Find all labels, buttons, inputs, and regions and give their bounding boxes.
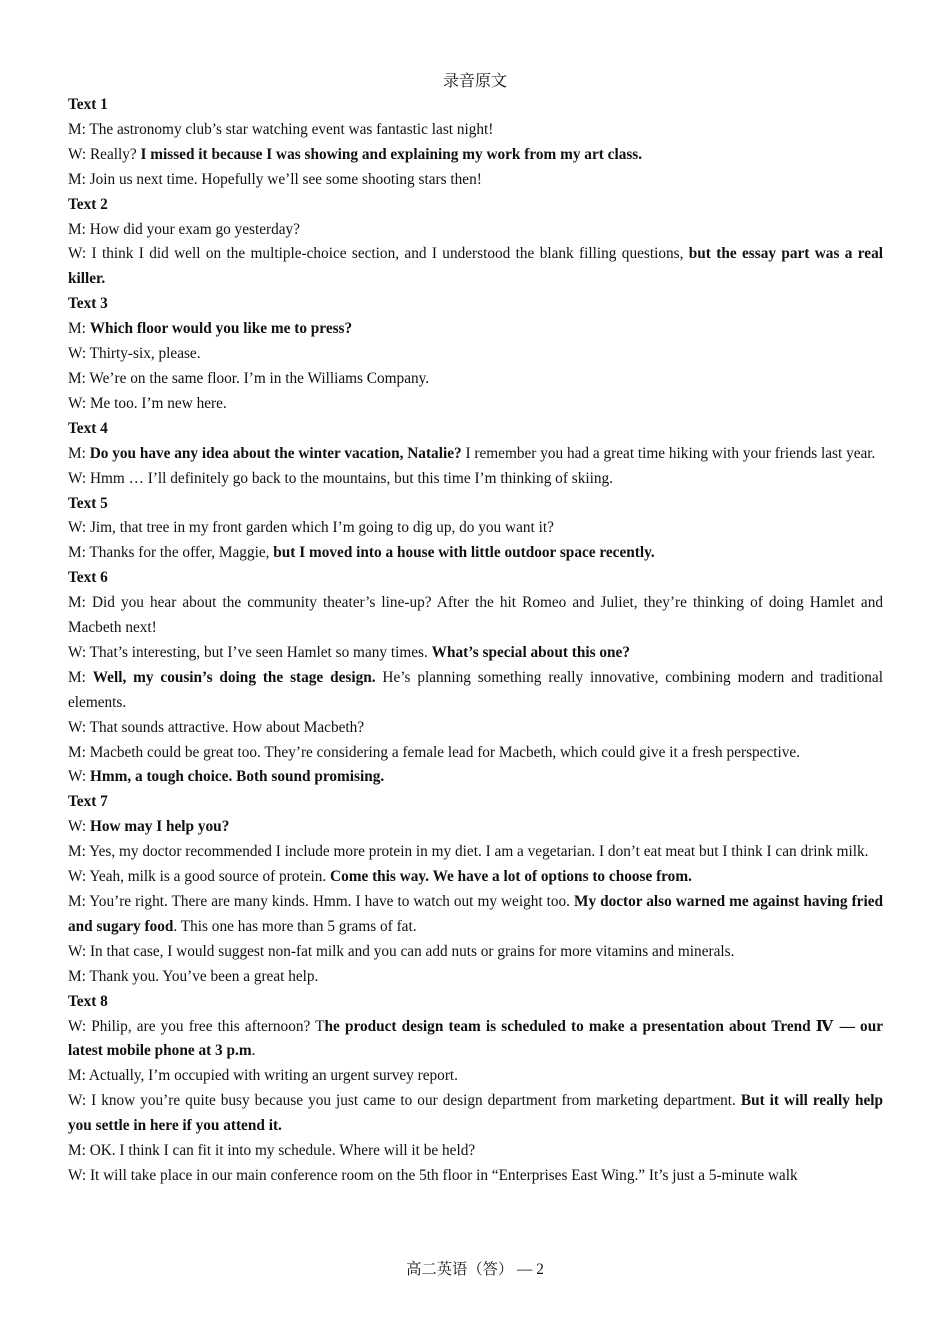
dialogue-line xyxy=(68,1164,883,1189)
speaker-label: M: xyxy=(68,668,93,686)
key-sentence: but I moved into a house with little outdoor space recently. xyxy=(273,544,655,562)
section-heading: Text 7 xyxy=(68,793,108,811)
key-sentence: Do you have any idea about the winter vacation, Natalie? xyxy=(89,444,462,462)
line-text: Join us next time. Hopefully we’ll see some shooting stars then! xyxy=(89,170,482,188)
line-text: Hmm … I’ll definitely go back to the mountains, but this time I’m thinking of skiing. xyxy=(89,469,613,487)
section-heading: Text 3 xyxy=(68,295,108,313)
line-text: Me too. I’m new here. xyxy=(89,394,227,412)
speaker-label: M: xyxy=(68,544,90,562)
dialogue-line xyxy=(68,890,883,940)
speaker-label: W: xyxy=(68,1092,92,1110)
dialogue-line xyxy=(68,541,883,566)
speaker-label: M: xyxy=(68,1067,89,1085)
dialogue-line xyxy=(68,716,883,741)
dialogue-line xyxy=(68,342,883,367)
speaker-label: W: xyxy=(68,868,90,886)
key-sentence: Come this way. We have a lot of options to choose from. xyxy=(330,868,692,886)
speaker-label: W: xyxy=(68,345,90,363)
key-sentence: Well, my cousin’s doing the stage design. xyxy=(92,668,376,686)
key-sentence: I missed it because I was showing and explaining my work from my art class. xyxy=(140,145,643,163)
key-sentence: What’s special about this one? xyxy=(431,643,630,661)
page-number: 2 xyxy=(536,1261,544,1278)
line-text: . This one has more than 5 grams of fat. xyxy=(173,917,417,935)
dialogue-line xyxy=(68,467,883,492)
speaker-label: W: xyxy=(68,718,90,736)
line-text: OK. I think I can fit it into my schedule. Where will it be held? xyxy=(89,1142,476,1160)
line-text: I think I did well on the multiple-choice section, and I understood the blank filling questions, xyxy=(91,245,689,263)
line-text: How did your exam go yesterday? xyxy=(89,220,300,238)
speaker-label: W: xyxy=(68,1017,92,1035)
text-section-7 xyxy=(68,790,883,989)
text-section-2 xyxy=(68,193,883,293)
speaker-label: M: xyxy=(68,369,90,387)
line-text: Thank you. You’ve been a great help. xyxy=(89,967,319,985)
line-text: Macbeth could be great too. They’re considering a female lead for Macbeth, which could give it a fresh perspective. xyxy=(89,743,801,761)
dialogue-line xyxy=(68,516,883,541)
section-heading: Text 1 xyxy=(68,96,108,113)
speaker-label: M: xyxy=(68,320,90,338)
text-section-3 xyxy=(68,292,883,417)
dialogue-line xyxy=(68,840,883,865)
speaker-label: M: xyxy=(68,220,90,238)
dialogue-line xyxy=(68,666,883,716)
line-text: Yeah, milk is a good source of protein. xyxy=(89,868,331,886)
line-text: . xyxy=(251,1042,256,1060)
key-sentence: he product design team is scheduled to make a presentation about Trend Ⅳ — our latest mobile phone at 3 p.m xyxy=(68,1017,884,1060)
line-text: Did you hear about the community theater’s line-up? After the hit Romeo and Juliet, they’re thinking of doing Hamlet and Macbeth next! xyxy=(68,594,883,637)
speaker-label: W: xyxy=(68,818,90,836)
dialogue-line xyxy=(68,392,883,417)
dialogue-line xyxy=(68,865,883,890)
dialogue-line xyxy=(68,242,883,292)
speaker-label: M: xyxy=(68,967,90,985)
speaker-label: M: xyxy=(68,444,90,462)
transcript-body xyxy=(68,93,883,1189)
footer-label: 高二英语（答） xyxy=(406,1260,514,1278)
speaker-label: W: xyxy=(68,1166,90,1184)
key-sentence: But it will really help you settle in here if you attend it. xyxy=(68,1092,883,1135)
dialogue-line xyxy=(68,1015,883,1065)
speaker-label: W: xyxy=(68,519,90,537)
line-text: The astronomy club’s star watching event was fantastic last night! xyxy=(89,120,494,138)
dialogue-line xyxy=(68,940,883,965)
text-section-6 xyxy=(68,566,883,790)
line-text: That sounds attractive. How about Macbeth? xyxy=(89,718,365,736)
key-sentence: Which floor would you like me to press? xyxy=(89,320,353,338)
text-section-5 xyxy=(68,492,883,567)
line-text: Jim, that tree in my front garden which I’m going to dig up, do you want it? xyxy=(89,519,554,537)
key-sentence: My doctor also warned me against having fried and sugary food xyxy=(68,893,884,935)
text-section-1 xyxy=(68,93,883,193)
speaker-label: M: xyxy=(68,120,90,138)
line-text: Thanks for the offer, Maggie, xyxy=(89,544,274,562)
dialogue-line xyxy=(68,965,883,990)
dialogue-line xyxy=(68,1139,883,1164)
dialogue-line xyxy=(68,168,883,193)
text-section-4 xyxy=(68,417,883,492)
line-text: We’re on the same floor. I’m in the Williams Company. xyxy=(89,369,430,387)
speaker-label: M: xyxy=(68,743,90,761)
speaker-label: M: xyxy=(68,170,90,188)
speaker-label: M: xyxy=(68,893,90,910)
line-text: That’s interesting, but I’ve seen Hamlet so many times. xyxy=(89,643,432,661)
dialogue-line xyxy=(68,442,883,467)
dialogue-line xyxy=(68,143,883,168)
line-text: In that case, I would suggest non-fat milk and you can add nuts or grains for more vitamins and minerals. xyxy=(89,942,735,960)
dialogue-line xyxy=(68,1089,883,1139)
dialogue-line xyxy=(68,741,883,766)
speaker-label: W: xyxy=(68,643,90,661)
key-sentence: How may I help you? xyxy=(89,818,230,836)
line-text: I remember you had a great time hiking with your friends last year. xyxy=(461,444,876,462)
page-title: 录音原文 xyxy=(442,71,507,90)
section-heading: Text 8 xyxy=(68,992,108,1010)
section-heading: Text 6 xyxy=(68,569,108,587)
speaker-label: M: xyxy=(68,594,92,612)
speaker-label: W: xyxy=(68,768,90,786)
footer-separator: — xyxy=(513,1261,537,1278)
section-heading: Text 4 xyxy=(68,419,108,437)
speaker-label: W: xyxy=(68,942,90,960)
speaker-label: M: xyxy=(68,843,90,861)
section-heading: Text 5 xyxy=(68,494,108,512)
text-section-8 xyxy=(68,990,883,1189)
dialogue-line xyxy=(68,218,883,243)
line-text: Yes, my doctor recommended I include more protein in my diet. I am a vegetarian. I don’t eat meat but I think I can drink milk. xyxy=(89,843,869,861)
dialogue-line xyxy=(68,1064,883,1089)
line-text: He’s planning something really innovative, combining modern and traditional elements. xyxy=(68,668,883,711)
speaker-label: W: xyxy=(68,245,92,263)
speaker-label: W: xyxy=(68,145,90,163)
line-text: Actually, I’m occupied with writing an urgent survey report. xyxy=(88,1067,458,1085)
page-footer xyxy=(0,1258,950,1281)
line-text: It will take place in our main conference room on the 5th floor in “Enterprises East Wing.” It’s just a 5-minute walk xyxy=(89,1166,798,1184)
key-sentence: but the essay part was a real killer. xyxy=(68,245,883,288)
line-text: I know you’re quite busy because you just came to our design department from marketing department. xyxy=(91,1092,741,1110)
dialogue-line xyxy=(68,118,883,143)
line-text: Really? xyxy=(89,145,141,163)
dialogue-line xyxy=(68,367,883,392)
dialogue-line xyxy=(68,591,883,641)
section-heading: Text 2 xyxy=(68,195,108,213)
line-text: You’re right. There are many kinds. Hmm. I have to watch out my weight too. xyxy=(89,893,574,910)
key-sentence: Hmm, a tough choice. Both sound promising. xyxy=(89,768,385,786)
speaker-label: W: xyxy=(68,469,90,487)
dialogue-line xyxy=(68,641,883,666)
speaker-label: M: xyxy=(68,1142,90,1160)
line-text: Thirty-six, please. xyxy=(89,345,201,363)
speaker-label: W: xyxy=(68,394,90,412)
line-text: Philip, are you free this afternoon? T xyxy=(91,1017,325,1035)
dialogue-line xyxy=(68,765,883,790)
dialogue-line xyxy=(68,815,883,840)
dialogue-line xyxy=(68,317,883,342)
